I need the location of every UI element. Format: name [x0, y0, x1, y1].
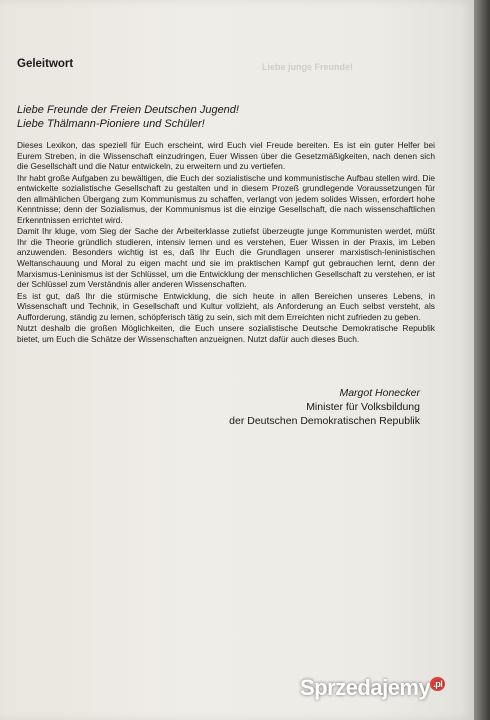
paragraph: Damit Ihr kluge, vom Sieg der Sache der Arbeiterklasse zutiefst überzeugte junge Kommunisten werdet, müßt Ihr die Theorie gründlich studieren, intensiv lernen und es verstehen, Euer Wissen in der Praxis, im Leben anzuwenden. Besonders wichtig ist es, daß Ihr Euch die Grundlagen unserer marxistisch-leninistischen Weltanschauung und Moral zu eigen macht und sie im praktischen Kampf gut gebrauchen lernt, denn der Marxismus-Leninismus ist der Schlüssel, um die Entwicklung der menschlichen Gesellschaft zu verstehen, er ist der Schlüssel zum Verständnis aller anderen Wissenschaften.	[17, 226, 435, 290]
signature-role-2: der Deutschen Demokratischen Republik	[229, 415, 420, 427]
signature-role-1: Minister für Volksbildung	[306, 401, 420, 413]
paragraph: Dieses Lexikon, das speziell für Euch erscheint, wird Euch viel Freude bereiten. Es ist ein guter Helfer bei Eurem Streben, in die Wissenschaft einzudringen, Euer Wissen über die Gesetzmäßigkeiten, nach denen sich die Gesellschaft und die Natur entwickeln, zu erweitern und zu vertiefen.	[17, 140, 435, 172]
watermark-badge: .pl	[430, 677, 445, 691]
greeting-line-2: Liebe Thälmann-Pioniere und Schüler!	[17, 118, 205, 130]
foreword-body	[17, 140, 435, 345]
paragraph: Es ist gut, daß Ihr die stürmische Entwicklung, die sich heute in allen Bereichen unseres Lebens, in Wissenschaft und Technik, in Gesellschaft und Kultur vollzieht, als Anforderung an Euch selbst versteht, als Aufforderung, ständig zu lernen, schöpferisch tätig zu sein, sich mit dem Erreichten nicht zufrieden zu geben.	[17, 290, 435, 322]
page-edge-shadow	[474, 0, 490, 720]
page-heading: Geleitwort	[17, 58, 74, 70]
site-watermark: Sprzedajemy $^{.pl}$	[300, 675, 445, 701]
paragraph: Ihr habt große Aufgaben zu bewältigen, die Euch der sozialistische und kommunistische Aufbau stellen wird. Die entwickelte sozialistische Gesellschaft zu gestalten und in diesem Prozeß grundlegende Voraussetzungen für den allmählichen Übergang zum Kommunismus zu schaffen, verlangt von jedem solides Wissen, erfordert hohe Kenntnisse; denn der Sozialismus, der Kommunismus ist die einzige Gesellschaft, die nach wissenschaftlichen Erkenntnissen errichtet wird.	[17, 172, 435, 225]
paragraph: Nutzt deshalb die großen Möglichkeiten, die Euch unsere sozialistische Deutsche Demokratische Republik bietet, um Euch die Schätze der Wissenschaften anzueignen. Nutzt dafür auch dieses Buch.	[17, 323, 435, 344]
greeting-line-1: Liebe Freunde der Freien Deutschen Jugend!	[17, 104, 239, 116]
greeting	[17, 103, 437, 131]
signature-name: Margot Honecker	[339, 387, 420, 399]
show-through-text: Liebe junge Freunde!	[262, 62, 354, 72]
signature-block	[229, 386, 420, 428]
